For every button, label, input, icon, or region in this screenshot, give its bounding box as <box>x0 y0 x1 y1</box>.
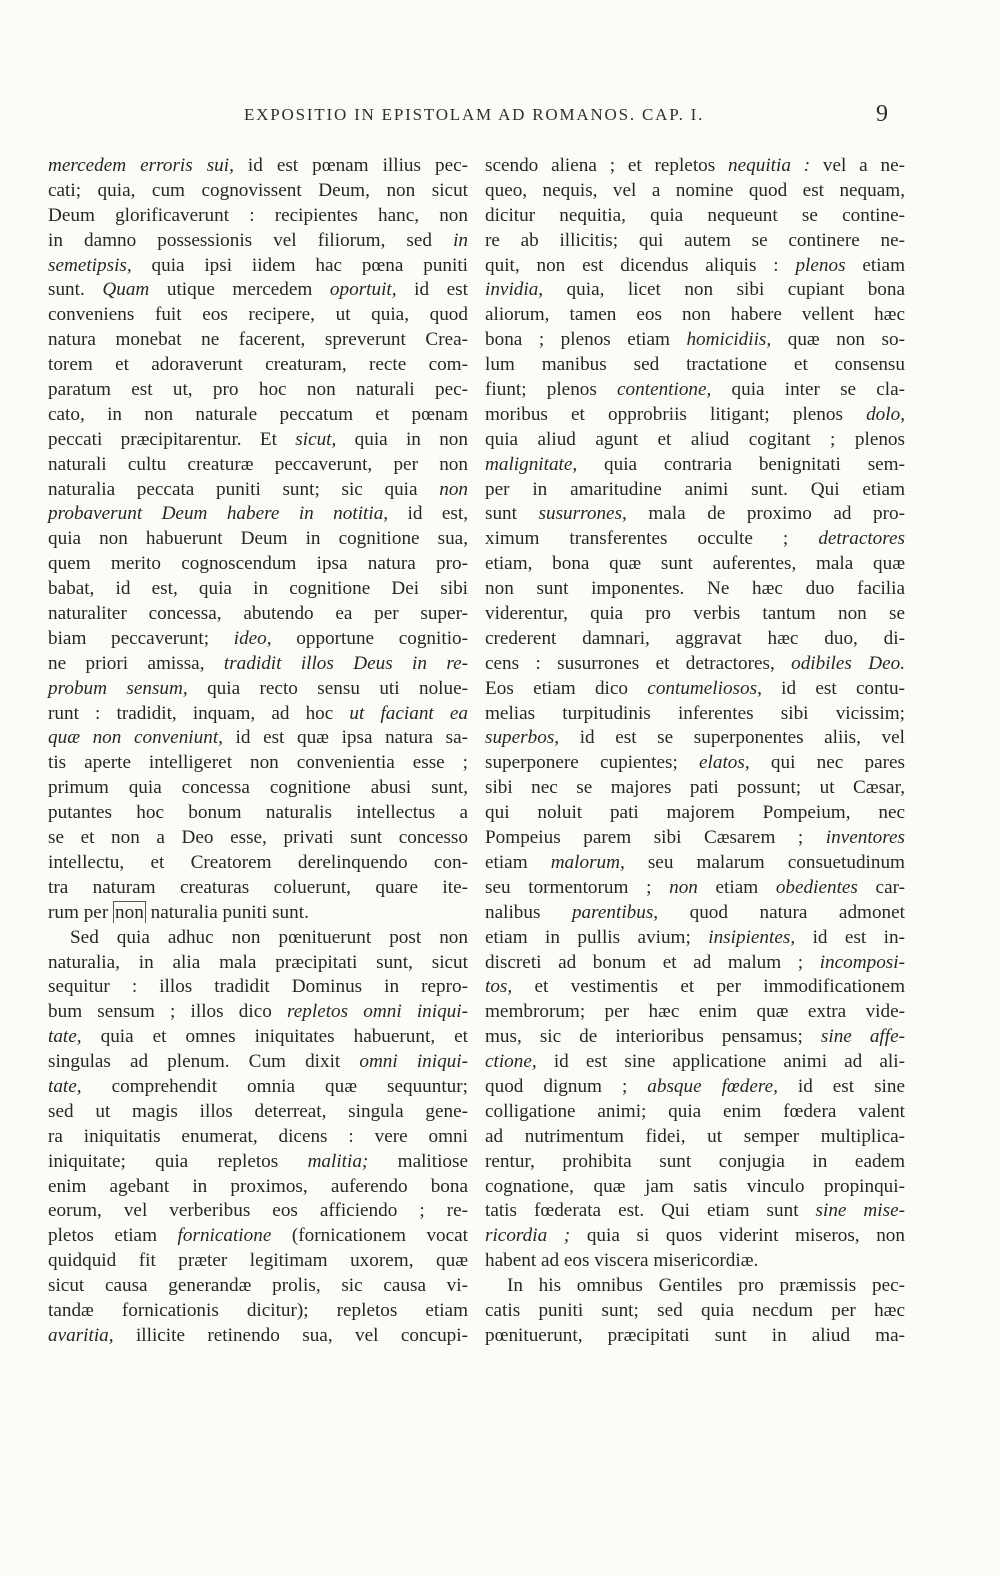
running-title: EXPOSITIO IN EPISTOLAM AD ROMANOS. CAP. I. <box>244 105 705 124</box>
text-segment: quia aliud agunt et aliud cogitant ; plenos <box>485 428 905 450</box>
text-segment: aliorum, tamen eos non habere vellent hæc <box>485 304 905 326</box>
text-segment: etiam, bona quæ sunt auferentes, mala quæ <box>485 553 905 575</box>
text-segment: moribus et opprobriis litigant; plenos <box>485 403 867 425</box>
italic-text: tos, <box>485 976 513 998</box>
text-segment: cens : susurrones et detractores, <box>485 652 792 674</box>
text-segment: biam peccaverunt; <box>48 627 234 649</box>
text-line <box>485 478 905 503</box>
italic-text: ideo, <box>233 627 272 649</box>
text-segment: id est, <box>388 503 468 525</box>
text-segment: ne priori amissa, <box>48 652 224 674</box>
text-segment: tis aperte intelligeret non convenientia esse ; <box>48 752 468 774</box>
text-line <box>48 677 468 702</box>
text-line <box>485 876 905 901</box>
italic-text: absque fœdere, <box>647 1075 778 1097</box>
text-segment: quia contraria benignitati sem- <box>577 453 905 475</box>
italic-text: invidia, <box>485 279 544 301</box>
text-segment: naturalia puniti sunt. <box>145 901 309 923</box>
italic-text: obedientes <box>775 876 858 898</box>
italic-text: sicut, <box>295 428 337 450</box>
text-line <box>485 1150 905 1175</box>
text-line <box>485 1299 905 1324</box>
italic-text: tate, <box>48 1026 82 1048</box>
text-line <box>485 502 905 527</box>
text-line <box>485 1000 905 1025</box>
text-segment: singulas ad plenum. Cum dixit <box>48 1051 360 1073</box>
italic-text: sine affe- <box>820 1026 906 1048</box>
text-segment: re ab illicitis; qui autem se continere ne- <box>485 229 905 251</box>
text-segment: quia non habuerunt Deum in cognitione sua, <box>48 528 468 550</box>
italic-text: fornicatione <box>177 1225 272 1247</box>
text-line <box>48 776 468 801</box>
text-line <box>485 179 905 204</box>
text-segment: quæ non so- <box>771 329 906 351</box>
text-segment: discreti ad bonum et ad malum ; <box>485 951 820 973</box>
text-segment: seu malarum consuetudinum <box>624 851 905 873</box>
text-line <box>48 328 468 353</box>
text-line <box>485 1025 905 1050</box>
text-segment: iniquitate; quia repletos <box>48 1150 308 1172</box>
text-segment: nalibus <box>485 901 572 923</box>
text-line <box>48 478 468 503</box>
text-line <box>48 1249 468 1274</box>
text-line <box>48 229 468 254</box>
text-segment: viderentur, quia pro verbis tantum non se <box>485 603 905 625</box>
text-segment: peccati præcipitarentur. Et <box>48 428 296 450</box>
text-segment: car- <box>857 876 905 898</box>
italic-text: nequitia : <box>728 155 811 176</box>
text-segment: vel a ne- <box>810 155 905 176</box>
text-segment: opportune cognitio- <box>271 627 469 649</box>
text-line <box>48 204 468 229</box>
text-segment: quia ipsi iidem hac pœna puniti <box>131 254 468 276</box>
text-line <box>48 1100 468 1125</box>
italic-text: homicidiis, <box>686 329 772 351</box>
text-segment: naturalia, in alia mala præcipitati sunt, sicut <box>48 951 468 973</box>
text-line <box>48 826 468 851</box>
text-line <box>48 876 468 901</box>
italic-text: ctione, <box>485 1051 537 1073</box>
text-line <box>48 254 468 279</box>
text-line <box>48 702 468 727</box>
text-line <box>485 751 905 776</box>
left-text-column <box>48 154 468 1349</box>
text-segment: ximum transferentes occulte ; <box>485 528 819 550</box>
text-segment: mus, sic de interioribus pensamus; <box>485 1026 821 1048</box>
text-line <box>48 428 468 453</box>
text-segment: quia recto sensu uti nolue- <box>187 677 468 699</box>
text-segment: quit, non est dicendus aliquis : <box>485 254 796 276</box>
italic-text: oportuit, <box>329 279 397 301</box>
text-segment: quem merito cognoscendum ipsa natura pro- <box>48 553 468 575</box>
italic-text: probum sensum, <box>48 677 188 699</box>
text-segment: quidquid fit præter legitimam uxorem, quæ <box>48 1250 468 1272</box>
italic-text: incomposi- <box>819 951 905 973</box>
text-line <box>48 1299 468 1324</box>
text-line <box>48 751 468 776</box>
italic-text: malitia; <box>307 1150 369 1172</box>
text-segment: id est pœnam illius pec- <box>233 155 468 176</box>
text-line <box>48 403 468 428</box>
text-line <box>485 1199 905 1224</box>
text-segment: etiam <box>697 876 776 898</box>
text-line <box>485 602 905 627</box>
text-line <box>485 278 905 303</box>
text-segment: babat, id est, quia in cognitione Dei sibi <box>48 578 468 600</box>
italic-text: tradidit illos Deus in re- <box>223 652 468 674</box>
text-line <box>48 179 468 204</box>
text-line <box>485 403 905 428</box>
italic-text: sine mise- <box>815 1200 905 1222</box>
italic-text: quæ non conveniunt, <box>48 727 223 749</box>
text-segment: id est contu- <box>761 677 905 699</box>
text-segment: bum sensum ; illos dico <box>48 1001 287 1023</box>
text-segment: rum per <box>48 901 114 923</box>
text-segment: etiam in pullis avium; <box>485 926 709 948</box>
text-segment: runt : tradidit, inquam, ad hoc <box>48 702 350 724</box>
text-line <box>48 1025 468 1050</box>
text-line <box>48 577 468 602</box>
italic-text: elatos, <box>699 752 750 774</box>
italic-text: mercedem erroris sui, <box>48 155 234 176</box>
text-line <box>485 702 905 727</box>
text-segment: queo, nequis, vel a nomine quod est nequam, <box>485 179 905 201</box>
text-line <box>485 303 905 328</box>
text-line <box>485 951 905 976</box>
italic-text: non <box>439 478 468 500</box>
italic-text: contentione, <box>617 379 712 401</box>
text-line <box>485 428 905 453</box>
text-segment: id est <box>396 279 468 301</box>
italic-text: dolo, <box>866 403 905 425</box>
text-segment: quod dignum ; <box>485 1075 648 1097</box>
text-segment: sibi nec se majores pati possunt; ut Cæsar, <box>485 777 905 799</box>
text-line <box>485 1324 905 1349</box>
text-segment: sunt. <box>48 279 103 301</box>
italic-text: susurrones, <box>538 503 627 525</box>
text-segment: quia, licet non sibi cupiant bona <box>543 279 905 301</box>
text-segment: se et non a Deo esse, privati sunt concesso <box>48 827 468 849</box>
text-segment: melias turpitudinis inferentes sibi vicissim; <box>485 702 905 724</box>
text-line <box>48 1125 468 1150</box>
text-line <box>485 652 905 677</box>
text-line <box>485 254 905 279</box>
text-line <box>485 154 905 179</box>
text-segment: tra naturam creaturas coluerunt, quare ite- <box>48 876 468 898</box>
text-line <box>48 1000 468 1025</box>
text-line <box>48 627 468 652</box>
text-line <box>48 278 468 303</box>
italic-text: Quam <box>102 279 150 301</box>
text-segment: id est in- <box>795 926 905 948</box>
text-segment: illicite retinendo sua, vel concupi- <box>113 1324 468 1346</box>
text-line <box>48 552 468 577</box>
text-line <box>485 353 905 378</box>
text-line <box>48 851 468 876</box>
italic-text: in <box>453 229 468 251</box>
text-segment: utique mercedem <box>149 279 330 301</box>
italic-text: omni iniqui- <box>359 1051 468 1073</box>
text-segment: sequitur : illos tradidit Dominus in repro- <box>48 976 468 998</box>
text-segment: colligatione animi; quia enim fœdera valent <box>485 1100 905 1122</box>
text-segment: superponere cupientes; <box>485 752 700 774</box>
italic-text: malignitate, <box>485 453 578 475</box>
italic-text: superbos, <box>485 727 560 749</box>
text-line <box>48 652 468 677</box>
italic-text: repletos omni iniqui- <box>287 1001 468 1023</box>
text-line <box>485 776 905 801</box>
text-line <box>48 303 468 328</box>
italic-text: probaverunt Deum habere in notitia, <box>48 503 389 525</box>
text-line <box>485 677 905 702</box>
text-segment: seu tormentorum ; <box>485 876 670 898</box>
text-segment: lum manibus sed tractatione et consensu <box>485 354 905 376</box>
text-segment: rentur, prohibita sunt conjugia in eadem <box>485 1150 905 1172</box>
text-segment: tatis fœderata est. Qui etiam sunt <box>485 1200 816 1222</box>
italic-text: inventores <box>825 827 905 849</box>
text-segment: quod natura admonet <box>658 901 905 923</box>
text-segment: bona ; plenos etiam <box>485 329 687 351</box>
text-line <box>48 1175 468 1200</box>
text-segment: id est sine applicatione animi ad ali- <box>536 1051 905 1073</box>
text-line <box>48 901 468 926</box>
text-segment: id est se superponentes aliis, vel <box>559 727 905 749</box>
text-segment: eorum, vel verberibus eos afficiendo ; re- <box>48 1200 468 1222</box>
italic-text: ricordia ; <box>485 1225 571 1247</box>
text-segment: comprehendit omnia quæ sequuntur; <box>81 1075 468 1097</box>
text-segment: fiunt; plenos <box>485 379 618 401</box>
text-segment: (fornicationem vocat <box>271 1225 468 1247</box>
text-segment: sunt <box>485 503 539 525</box>
text-line <box>485 552 905 577</box>
text-segment: etiam <box>845 254 905 276</box>
text-line <box>48 353 468 378</box>
text-line <box>485 801 905 826</box>
text-line <box>485 1075 905 1100</box>
text-segment: primum quia concessa cognitione abusi sunt, <box>48 777 468 799</box>
text-segment: membrorum; per hæc enim quæ extra vide- <box>485 1001 905 1023</box>
italic-text: malorum, <box>550 851 625 873</box>
text-line <box>48 1324 468 1349</box>
text-segment: In his omnibus Gentiles pro præmissis pec- <box>507 1275 905 1297</box>
text-segment: catis puniti sunt; sed quia necdum per hæc <box>485 1299 905 1321</box>
text-line <box>48 926 468 951</box>
text-line <box>48 726 468 751</box>
text-line <box>48 1224 468 1249</box>
text-segment: Sed quia adhuc non pœnituerunt post non <box>70 926 468 948</box>
text-line <box>485 627 905 652</box>
text-segment: per in amaritudine animi sunt. Qui etiam <box>485 478 905 500</box>
text-segment: qui nec pares <box>749 752 905 774</box>
text-segment: dicitur nequitia, quia nequeunt se contine- <box>485 204 905 226</box>
text-segment: quia in non <box>336 428 468 450</box>
italic-text: non <box>669 876 698 898</box>
text-segment: scendo aliena ; et repletos <box>485 155 729 176</box>
text-line <box>48 1199 468 1224</box>
text-segment: quia si quos viderint miseros, non <box>570 1225 905 1247</box>
text-line <box>48 502 468 527</box>
italic-text: contumeliosos, <box>647 677 762 699</box>
text-segment: intellectu, et Creatorem derelinquendo con- <box>48 851 468 873</box>
text-line <box>48 602 468 627</box>
italic-text: insipientes, <box>708 926 796 948</box>
text-line <box>485 975 905 1000</box>
text-line <box>48 975 468 1000</box>
text-line <box>485 577 905 602</box>
text-line <box>485 1249 905 1274</box>
bracketed-text: non <box>115 901 144 923</box>
text-line <box>48 453 468 478</box>
text-segment: putantes hoc bonum naturalis intellectus a <box>48 802 468 824</box>
text-line <box>485 328 905 353</box>
text-segment: cognatione, quæ jam satis vinculo propinqui- <box>485 1175 905 1197</box>
text-segment: malitiose <box>368 1150 468 1172</box>
text-segment: torem et adoraverunt creaturam, recte com- <box>48 354 468 376</box>
text-segment: ra iniquitatis enumerat, dicens : vere omni <box>48 1125 468 1147</box>
text-line <box>485 229 905 254</box>
italic-text: odibiles Deo. <box>791 652 905 674</box>
text-segment: pœnituerunt, præcipitati sunt in aliud ma- <box>485 1324 905 1346</box>
text-line <box>485 1050 905 1075</box>
text-line <box>48 154 468 179</box>
text-segment: naturalia peccata puniti sunt; sic quia <box>48 478 440 500</box>
text-segment: cati; quia, cum cognovissent Deum, non sicut <box>48 179 468 201</box>
text-line <box>485 1274 905 1299</box>
text-segment: crederent damnari, aggravat hæc duo, di- <box>485 627 905 649</box>
text-line <box>485 851 905 876</box>
text-line <box>485 378 905 403</box>
text-segment: sicut causa generandæ prolis, sic causa vi- <box>48 1275 468 1297</box>
text-line <box>48 1274 468 1299</box>
text-segment: Eos etiam dico <box>485 677 648 699</box>
text-line <box>485 1100 905 1125</box>
text-segment: id est sine <box>777 1075 905 1097</box>
text-line <box>485 926 905 951</box>
text-segment: habent ad eos viscera misericordiæ. <box>485 1250 759 1272</box>
right-text-column <box>485 154 905 1349</box>
text-line <box>485 1175 905 1200</box>
text-segment: naturaliter concessa, abutendo ea per super- <box>48 603 468 625</box>
text-segment: etiam <box>485 851 551 873</box>
text-line <box>485 527 905 552</box>
text-line <box>485 901 905 926</box>
text-segment: quia et omnes iniquitates habuerunt, et <box>81 1026 468 1048</box>
text-line <box>48 527 468 552</box>
text-segment: tandæ fornicationis dicitur); repletos etiam <box>48 1299 468 1321</box>
page-number: 9 <box>876 101 888 127</box>
text-segment: pletos etiam <box>48 1225 178 1247</box>
text-line <box>485 826 905 851</box>
text-segment: naturali cultu creaturæ peccaverunt, per non <box>48 453 468 475</box>
text-line <box>48 1150 468 1175</box>
text-segment: Deum glorificaverunt : recipientes hanc, non <box>48 204 468 226</box>
text-segment: Pompeius parem sibi Cæsarem ; <box>485 827 826 849</box>
text-line <box>485 1224 905 1249</box>
text-line <box>485 453 905 478</box>
text-segment: qui noluit pati majorem Pompeium, nec <box>485 802 905 824</box>
text-segment: non sunt imponentes. Ne hæc duo facilia <box>485 578 905 600</box>
text-line <box>485 726 905 751</box>
italic-text: plenos <box>795 254 846 276</box>
text-segment: in damno possessionis vel filiorum, sed <box>48 229 454 251</box>
text-segment: sed ut magis illos deterreat, singula gene- <box>48 1100 468 1122</box>
text-segment: mala de proximo ad pro- <box>626 503 905 525</box>
text-line <box>48 1050 468 1075</box>
italic-text: semetipsis, <box>48 254 132 276</box>
text-segment: id est quæ ipsa natura sa- <box>222 727 468 749</box>
text-line <box>485 1125 905 1150</box>
text-segment: natura monebat ne facerent, spreverunt Crea- <box>48 329 468 351</box>
text-line <box>48 801 468 826</box>
text-line <box>485 204 905 229</box>
italic-text: tate, <box>48 1075 82 1097</box>
italic-text: ut faciant ea <box>349 702 468 724</box>
text-line <box>48 1075 468 1100</box>
italic-text: parentibus, <box>571 901 659 923</box>
text-segment: cato, in non naturale peccatum et pœnam <box>48 403 468 425</box>
text-line <box>48 951 468 976</box>
text-segment: et vestimentis et per immodificationem <box>512 976 905 998</box>
text-line <box>48 378 468 403</box>
italic-text: detractores <box>818 528 905 550</box>
text-segment: conveniens fuit eos recipere, ut quia, quod <box>48 304 468 326</box>
text-segment: ad nutrimentum fidei, ut semper multiplica- <box>485 1125 905 1147</box>
text-segment: enim agebant in proximos, auferendo bona <box>48 1175 468 1197</box>
italic-text: avaritia, <box>48 1324 114 1346</box>
text-segment: paratum est ut, pro hoc non naturali pec- <box>48 379 468 401</box>
text-segment: quia inter se cla- <box>711 379 905 401</box>
